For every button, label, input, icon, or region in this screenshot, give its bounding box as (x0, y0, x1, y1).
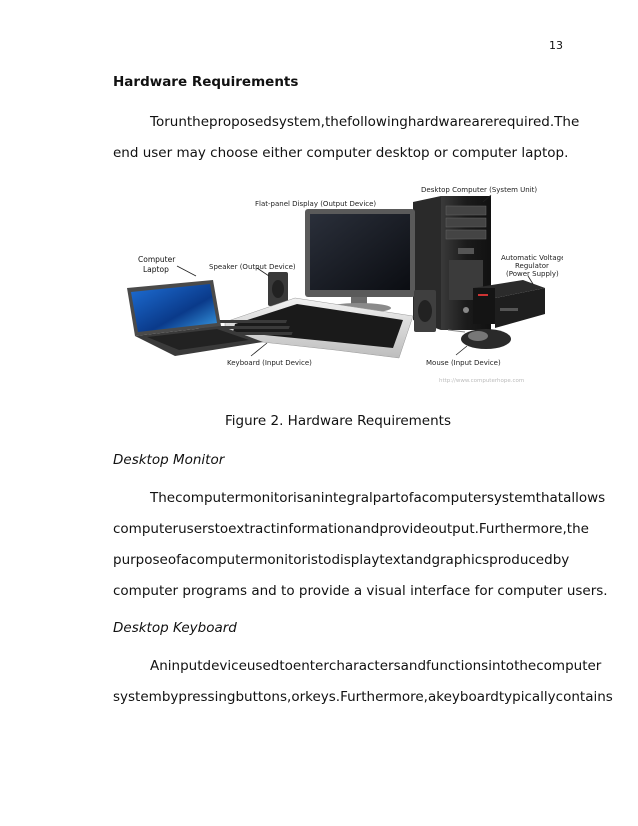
word: Furthermore, (340, 689, 428, 705)
word: text (379, 552, 407, 568)
word: is (293, 490, 304, 506)
section-heading: Hardware Requirements (113, 74, 299, 90)
word: extract (228, 521, 277, 537)
word: allows (563, 490, 606, 506)
word: computer (421, 490, 487, 506)
keyboard-line-2 (113, 682, 613, 713)
word: system (486, 490, 536, 506)
subheading-desktop-keyboard: Desktop Keyboard (113, 620, 237, 636)
word: following (347, 114, 408, 130)
word: typically (498, 689, 556, 705)
word: the (566, 521, 589, 537)
word: contains (555, 689, 613, 705)
figure-caption: Figure 2. Hardware Requirements (224, 413, 451, 429)
word: used (246, 658, 280, 674)
word: output. (430, 521, 479, 537)
word: required. (493, 114, 555, 130)
monitor-line-3 (113, 545, 570, 576)
word: the (324, 114, 348, 130)
word: The (554, 114, 580, 130)
word: a (413, 490, 422, 506)
word: enter (292, 658, 329, 674)
monitor-line-4: computer programs and to provide a visual interface for computer users. (113, 583, 608, 599)
word: Furthermore, (478, 521, 567, 537)
word: and (400, 658, 427, 674)
avr-graphic (473, 280, 545, 328)
keyboard-line-1 (113, 651, 602, 682)
word: the (186, 114, 210, 130)
word: device (202, 658, 247, 674)
word: or (291, 689, 306, 705)
intro-line-2: end user may choose either computer desktop or computer laptop. (113, 145, 569, 161)
word: keyboard (436, 689, 499, 705)
word: produced (489, 552, 553, 568)
word: graphics (431, 552, 490, 568)
word: and (353, 521, 380, 537)
subheading-desktop-monitor: Desktop Monitor (113, 452, 225, 468)
label-avr-1: Automatic Voltage (501, 254, 563, 262)
label-computer-laptop-1: Computer (138, 255, 176, 264)
word: information (276, 521, 354, 537)
keyboard-paragraph (113, 651, 613, 713)
word: keys. (305, 689, 341, 705)
label-mouse: Mouse (Input Device) (426, 359, 501, 367)
label-speaker: Speaker (Output Device) (209, 263, 296, 271)
word: computer (536, 658, 602, 674)
word: computer (113, 521, 179, 537)
word: a (427, 689, 437, 705)
word: purpose (113, 552, 168, 568)
word: into (488, 658, 515, 674)
word: characters (328, 658, 401, 674)
label-avr-2: Regulator (515, 262, 549, 270)
word: to (214, 521, 229, 537)
word: hardware (407, 114, 472, 130)
hardware-illustration (113, 180, 563, 390)
word: display (331, 552, 380, 568)
word: users (178, 521, 215, 537)
word: that (535, 490, 564, 506)
word: input (167, 658, 203, 674)
word: the (514, 658, 537, 674)
word: buttons, (235, 689, 292, 705)
word: pressing (178, 689, 236, 705)
word: run (164, 114, 187, 130)
word: of (167, 552, 181, 568)
monitor-line-2 (113, 514, 589, 545)
word: to (317, 552, 332, 568)
label-flat-panel-display: Flat-panel Display (Output Device) (255, 200, 377, 208)
word: integral (320, 490, 373, 506)
intro-paragraph (113, 107, 580, 169)
word: provide (379, 521, 431, 537)
word: An (150, 658, 168, 674)
word: The (150, 490, 176, 506)
label-computer-laptop-2: Laptop (143, 265, 169, 274)
label-avr-3: (Power Supply) (506, 270, 559, 278)
word: are (471, 114, 494, 130)
mouse-graphic (448, 329, 511, 349)
word: system, (271, 114, 325, 130)
word: part (372, 490, 401, 506)
word: of (400, 490, 414, 506)
word: is (307, 552, 318, 568)
monitor-graphic (305, 209, 415, 313)
word: monitor (254, 552, 308, 568)
word: functions (426, 658, 489, 674)
page-number: 13 (549, 39, 563, 52)
image-credit: http://www.computerhope.com (439, 378, 525, 384)
word: to (279, 658, 293, 674)
word: computer (189, 552, 255, 568)
word: To (150, 114, 165, 130)
monitor-paragraph (113, 483, 608, 607)
monitor-line-1 (113, 483, 606, 514)
label-desktop-computer: Desktop Computer (System Unit) (421, 186, 538, 194)
intro-line-1 (113, 107, 580, 138)
hardware-figure (113, 180, 563, 390)
word: computer (175, 490, 241, 506)
word: a (180, 552, 190, 568)
word: and (406, 552, 432, 568)
word: by (552, 552, 570, 568)
word: an (303, 490, 321, 506)
word: proposed (209, 114, 272, 130)
word: monitor (240, 490, 294, 506)
word: system (113, 689, 162, 705)
word: by (161, 689, 179, 705)
label-keyboard: Keyboard (Input Device) (227, 359, 312, 367)
